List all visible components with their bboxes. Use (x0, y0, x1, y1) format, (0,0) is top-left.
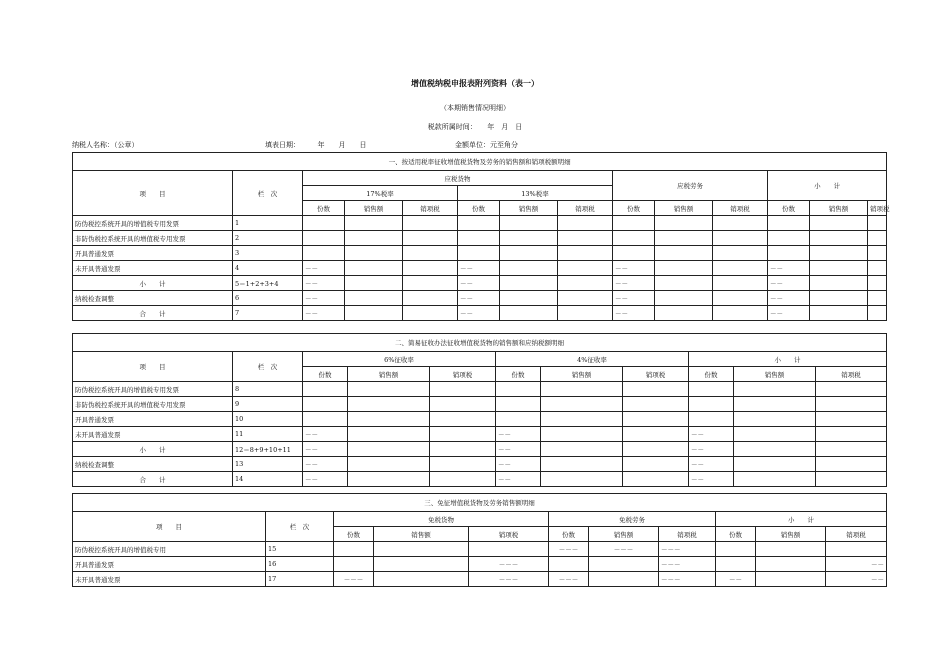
row-label: 非防伪税控系统开具的增值税专用发票 (73, 397, 233, 412)
row-col: 5＝1+2+3+4 (233, 276, 303, 291)
exempt-goods-header: 免税货物 (334, 512, 549, 527)
row-col: 7 (233, 306, 303, 321)
row-col: 13 (233, 457, 303, 472)
sales-header: 销售额 (756, 527, 826, 542)
row-label: 开具普通发票 (73, 557, 266, 572)
count-header: 份数 (334, 527, 374, 542)
fill-date: 填表日期： 年 月 日 (265, 141, 367, 149)
dash-cell: －－ (303, 457, 348, 472)
row-col: 16 (266, 557, 334, 572)
dash-cell: －－ (613, 261, 655, 276)
sales-header: 销售额 (810, 201, 868, 216)
dash-cell: －－ (768, 306, 810, 321)
row-label: 纳税检查调整 (73, 457, 233, 472)
taxable-services-header: 应税劳务 (613, 171, 768, 201)
table-row (73, 412, 887, 427)
dash-cell: －－－ (334, 572, 374, 587)
item-header: 项 目 (73, 171, 233, 216)
row-label: 开具普通发票 (73, 412, 233, 427)
sales-header: 销售额 (374, 527, 469, 542)
table-row (73, 306, 887, 321)
dash-cell: －－ (689, 472, 734, 487)
dash-cell: －－ (768, 291, 810, 306)
row-label: 防伪税控系统开具的增值税专用 (73, 542, 266, 557)
table-row (73, 542, 887, 557)
row-label: 未开具普通发票 (73, 427, 233, 442)
table-row (73, 442, 887, 457)
form-subtitle: （本期销售情况明细） (440, 104, 510, 112)
col-header: 栏 次 (233, 352, 303, 382)
dash-cell: －－－ (469, 572, 549, 587)
row-col: 12＝8+9+10+11 (233, 442, 303, 457)
dash-cell: －－ (689, 457, 734, 472)
tax-period: 税款所属时间： 年 月 日 (427, 123, 523, 131)
amount-unit: 金额单位：元至角分 (455, 141, 518, 149)
dash-cell: －－ (689, 442, 734, 457)
dash-cell: －－－ (549, 542, 589, 557)
dash-cell: －－ (496, 442, 541, 457)
tax-header: 销项税 (826, 527, 887, 542)
dash-cell: －－－ (549, 572, 589, 587)
table-row (73, 261, 887, 276)
tax-header: 销项税 (868, 201, 887, 216)
row-label: 未开具普通发票 (73, 261, 233, 276)
row-col: 4 (233, 261, 303, 276)
section3-table (72, 493, 887, 587)
dash-cell: －－－ (589, 542, 659, 557)
dash-cell: －－ (716, 572, 756, 587)
dash-cell: －－ (496, 472, 541, 487)
rate6-header: 6%征收率 (303, 352, 496, 367)
tax-header: 销项税 (713, 201, 768, 216)
table-row (73, 291, 887, 306)
section3-title: 三、免征增值税货物及劳务销售额明细 (73, 494, 887, 512)
sales-header: 销售额 (541, 367, 623, 382)
row-col: 14 (233, 472, 303, 487)
sales-header: 销售额 (345, 201, 403, 216)
dash-cell: －－ (303, 276, 345, 291)
row-col: 15 (266, 542, 334, 557)
item-header: 项 目 (73, 352, 233, 382)
dash-cell: －－ (303, 472, 348, 487)
table-row (73, 397, 887, 412)
row-label: 合 计 (73, 472, 233, 487)
row-col: 8 (233, 382, 303, 397)
table-row (73, 231, 887, 246)
form-title: 增值税纳税申报表附列资料（表一） (411, 79, 539, 88)
dash-cell: －－－ (659, 542, 716, 557)
row-label: 合 计 (73, 306, 233, 321)
table-row (73, 382, 887, 397)
dash-cell: －－ (303, 427, 348, 442)
row-label: 防伪税控系统开具的增值税专用发票 (73, 382, 233, 397)
dash-cell: －－ (303, 291, 345, 306)
rate17-header: 17%税率 (303, 186, 458, 201)
tax-header: 销项税 (623, 367, 689, 382)
dash-cell: －－ (303, 442, 348, 457)
row-col: 17 (266, 572, 334, 587)
tax-header: 销项税 (558, 201, 613, 216)
sales-header: 销售额 (655, 201, 713, 216)
row-label: 纳税检查调整 (73, 291, 233, 306)
table-row (73, 472, 887, 487)
taxable-goods-header: 应税货物 (303, 171, 613, 186)
row-label: 小 计 (73, 442, 233, 457)
count-header: 份数 (496, 367, 541, 382)
table-row (73, 246, 887, 261)
subtotal-header: 小 计 (689, 352, 887, 367)
dash-cell: －－ (303, 306, 345, 321)
row-col: 6 (233, 291, 303, 306)
dash-cell: －－－ (659, 557, 716, 572)
sales-header: 销售额 (589, 527, 659, 542)
dash-cell: －－ (613, 276, 655, 291)
row-col: 9 (233, 397, 303, 412)
subtotal-header: 小 计 (768, 171, 887, 201)
dash-cell: －－ (826, 572, 887, 587)
count-header: 份数 (768, 201, 810, 216)
table-row (73, 572, 887, 587)
count-header: 份数 (613, 201, 655, 216)
dash-cell: －－ (496, 457, 541, 472)
row-col: 10 (233, 412, 303, 427)
section1-table (72, 152, 890, 321)
dash-cell: －－ (689, 427, 734, 442)
table-row (73, 457, 887, 472)
tax-header: 销项税 (816, 367, 887, 382)
table-row (73, 427, 887, 442)
section1-title: 一、按适用税率征收增值税货物及劳务的销售额和销项税额明细 (73, 153, 887, 171)
count-header: 份数 (458, 201, 500, 216)
count-header: 份数 (303, 367, 348, 382)
dash-cell: －－ (613, 291, 655, 306)
count-header: 份数 (689, 367, 734, 382)
row-label: 防伪税控系统开具的增值税专用发票 (73, 216, 233, 231)
row-col: 2 (233, 231, 303, 246)
count-header: 份数 (716, 527, 756, 542)
section2-table (72, 333, 887, 487)
rate4-header: 4%征收率 (496, 352, 689, 367)
dash-cell: －－－ (659, 572, 716, 587)
tax-header: 销项税 (469, 527, 549, 542)
sales-header: 销售额 (348, 367, 430, 382)
dash-cell: －－ (458, 261, 500, 276)
count-header: 份数 (549, 527, 589, 542)
tax-header: 销项税 (403, 201, 458, 216)
taxpayer-name: 纳税人名称：（公章） (72, 141, 139, 149)
exempt-services-header: 免税劳务 (549, 512, 716, 527)
dash-cell: －－ (768, 276, 810, 291)
tax-header: 销项税 (659, 527, 716, 542)
row-label: 未开具普通发票 (73, 572, 266, 587)
dash-cell: －－ (613, 306, 655, 321)
table-row (73, 557, 887, 572)
sales-header: 销售额 (734, 367, 816, 382)
row-col: 1 (233, 216, 303, 231)
rate13-header: 13%税率 (458, 186, 613, 201)
row-col: 11 (233, 427, 303, 442)
dash-cell: －－ (826, 557, 887, 572)
row-col: 3 (233, 246, 303, 261)
dash-cell: －－ (303, 261, 345, 276)
dash-cell: －－ (458, 291, 500, 306)
sales-header: 销售额 (500, 201, 558, 216)
dash-cell: －－ (768, 261, 810, 276)
dash-cell: －－ (496, 427, 541, 442)
col-header: 栏 次 (266, 512, 334, 542)
row-label: 非防伪税控系统开具的增值税专用发票 (73, 231, 233, 246)
tax-header: 销项税 (430, 367, 496, 382)
table-row (73, 216, 887, 231)
section2-title: 二、简易征收办法征收增值税货物的销售额和应纳税额明细 (73, 334, 887, 352)
table-row (73, 276, 887, 291)
count-header: 份数 (303, 201, 345, 216)
subtotal-header: 小 计 (716, 512, 887, 527)
row-label: 开具普通发票 (73, 246, 233, 261)
dash-cell: －－ (458, 276, 500, 291)
row-label: 小 计 (73, 276, 233, 291)
dash-cell: －－－ (469, 557, 549, 572)
item-header: 项 目 (73, 512, 266, 542)
dash-cell: －－ (458, 306, 500, 321)
col-header: 栏 次 (233, 171, 303, 216)
